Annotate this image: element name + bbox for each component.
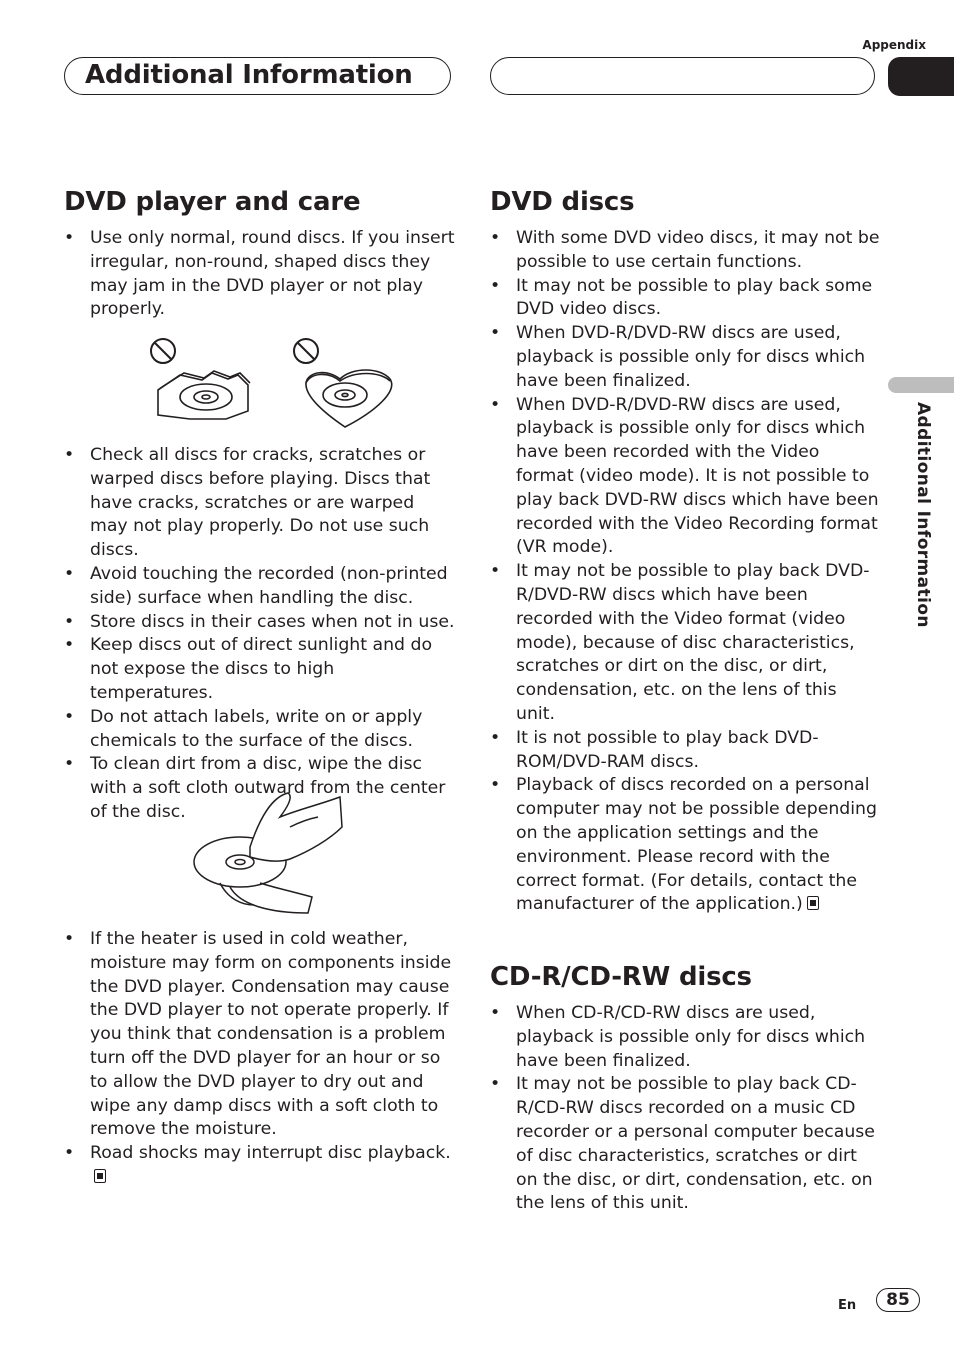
list-item-text: Keep discs out of direct sunlight and do not expose the discs to high temperatures. — [90, 635, 433, 703]
end-mark-icon — [807, 896, 819, 910]
list-item — [490, 560, 880, 727]
hand-icon — [250, 793, 342, 861]
list-item — [490, 275, 880, 323]
list-item — [490, 322, 880, 393]
list-item — [64, 634, 456, 705]
list-item-text: It may not be possible to play back CD-R/CD-RW discs recorded on a music CD recorder or a personal computer because of disc characteristics, scratches or dirt on the disc, or dirt, condensation, etc. on the lens of this unit. — [516, 1074, 875, 1214]
list-item-text: When CD-R/CD-RW discs are used, playback is possible only for discs which have been finalized. — [516, 1003, 866, 1071]
language-label: En — [838, 1298, 857, 1313]
list-item-text: Use only normal, round discs. If you insert irregular, non-round, shaped discs they may jam in the DVD player or not play properly. — [90, 228, 455, 320]
list-item-text: Store discs in their cases when not in use. — [90, 611, 455, 632]
irregular-discs-illustration — [140, 335, 410, 430]
side-tab-label: Additional Information — [913, 402, 933, 628]
list-item — [64, 444, 456, 563]
disc-wiping-illustration — [190, 787, 360, 915]
list-item — [64, 706, 456, 754]
cd-discs-heading: CD-R/CD-RW discs — [490, 962, 752, 992]
list-item — [490, 227, 880, 275]
cd-discs-list — [490, 1002, 880, 1216]
side-tab-marker — [888, 377, 954, 393]
list-item-text: Do not attach labels, write on or apply chemicals to the surface of the discs. — [90, 706, 423, 751]
list-item-text: With some DVD video discs, it may not be possible to use certain functions. — [516, 228, 880, 272]
header-empty-pill — [490, 57, 875, 95]
dvd-discs-section — [490, 187, 880, 217]
list-item — [64, 1142, 456, 1190]
list-item — [490, 1073, 880, 1216]
end-mark-icon — [94, 1169, 106, 1183]
appendix-label: Appendix — [862, 38, 926, 52]
list-item-text: If the heater is used in cold weather, moisture may form on components inside the DVD player. Condensation may cause the DVD player to not operate properly. If you think that condensation is a problem turn off the DVD player for an hour or so to allow the DVD player to dry out and wipe any damp discs with a soft cloth to remove the moisture. — [90, 929, 452, 1140]
dvd-discs-heading: DVD discs — [490, 187, 635, 217]
list-item-text: To clean dirt from a disc, wipe the disc with a soft cloth outward from the center of the disc. — [90, 754, 446, 822]
chapter-tab — [888, 57, 954, 96]
section-header — [64, 57, 451, 95]
list-item — [490, 394, 880, 561]
list-item-text: Road shocks may interrupt disc playback. — [90, 1143, 451, 1164]
section-heading: DVD player and care — [64, 187, 361, 217]
list-item — [490, 774, 880, 917]
prohibited-icon — [151, 339, 175, 363]
list-item-text: It may not be possible to play back DVD-R/DVD-RW discs which have been recorded with the Video format (video mode), because of disc characteristics, scratches or dirt on the disc, or dirt, condensation, etc. on the lens of this unit. — [516, 561, 870, 724]
page-number: 85 — [876, 1288, 920, 1312]
octagon-disc-icon — [158, 371, 250, 419]
dvd-player-care-section — [64, 187, 456, 217]
care-list-a — [64, 227, 456, 322]
list-item-text: Check all discs for cracks, scratches or warped discs before playing. Discs that have cracks, scratches or are warped may not play properly. Do not use such discs. — [90, 445, 431, 561]
list-item-text: When DVD-R/DVD-RW discs are used, playback is possible only for discs which have been recorded with the Video format (video mode). It is not possible to play back DVD-RW discs which have been recorded with the Video Recording format (VR mode). — [516, 394, 879, 558]
dvd-discs-list — [490, 227, 880, 917]
list-item-text: It is not possible to play back DVD-ROM/DVD-RAM discs. — [516, 727, 819, 772]
care-list-b — [64, 444, 456, 825]
list-item — [64, 928, 456, 1142]
list-item-text: When DVD-R/DVD-RW discs are used, playback is possible only for discs which have been finalized. — [516, 323, 866, 391]
care-list-c — [64, 928, 456, 1190]
list-item — [490, 727, 880, 775]
list-item-text: Playback of discs recorded on a personal computer may not be possible depending on the application settings and the environment. Please record with the correct format. (For details, contact the manufacturer of the application.) — [516, 775, 877, 915]
list-item-text: Avoid touching the recorded (non-printed side) surface when handling the disc. — [90, 563, 448, 608]
section-title: Additional Information — [85, 60, 413, 90]
cd-discs-section — [490, 962, 880, 992]
list-item — [490, 1002, 880, 1073]
list-item-text: It may not be possible to play back some DVD video discs. — [516, 275, 873, 320]
list-item — [64, 227, 456, 322]
list-item — [64, 563, 456, 611]
prohibited-icon — [294, 339, 318, 363]
list-item — [64, 611, 456, 635]
heart-disc-icon — [306, 370, 392, 427]
